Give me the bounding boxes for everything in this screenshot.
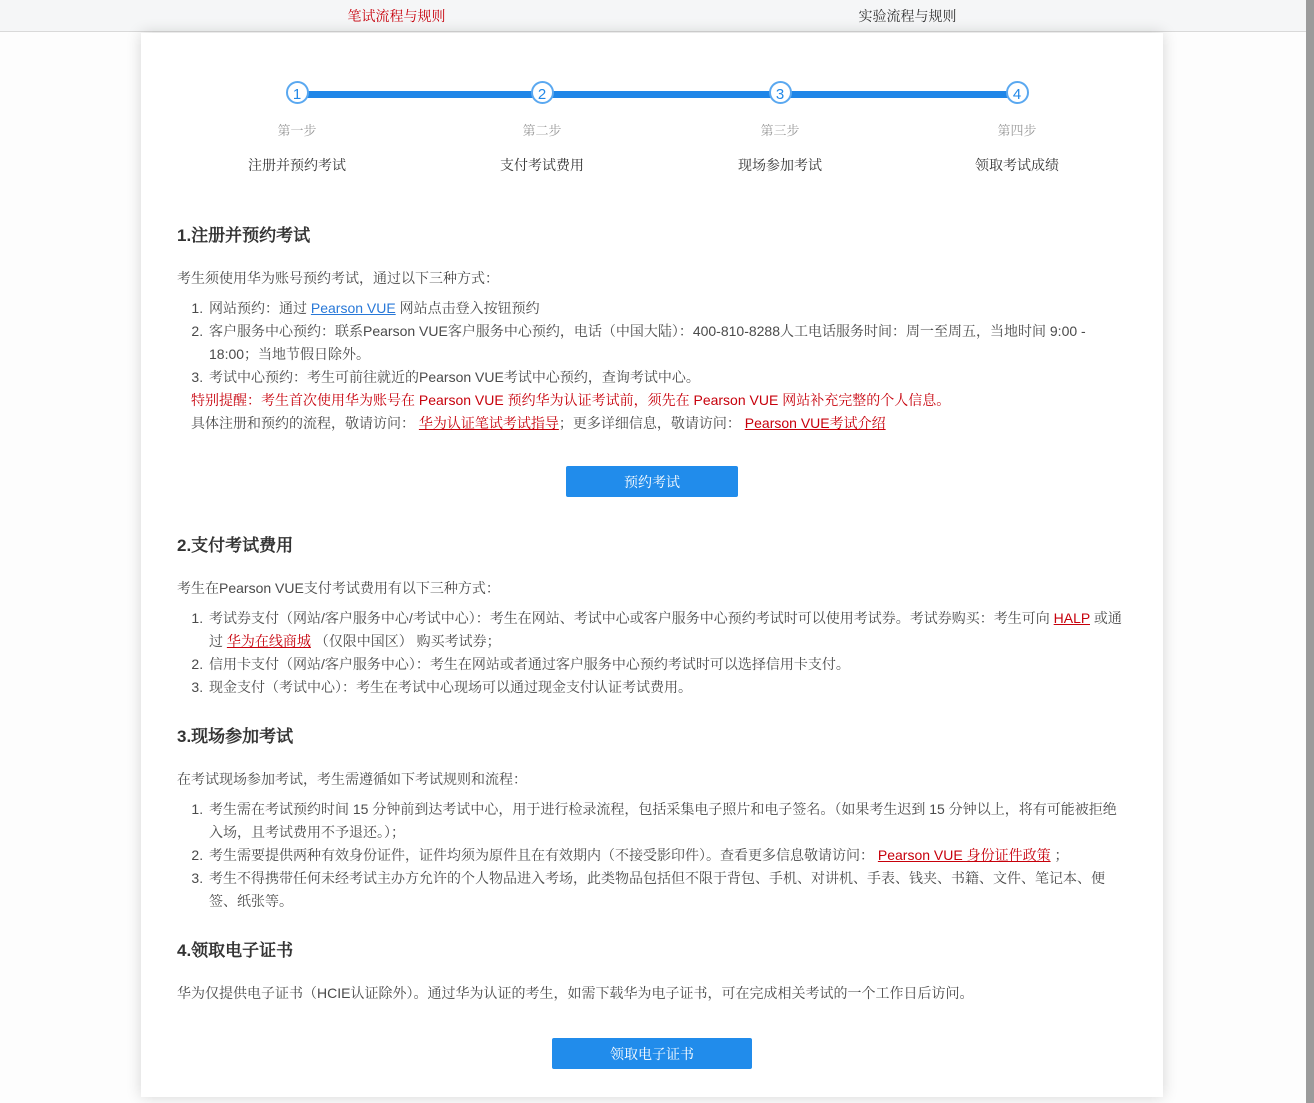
section-1-item-3: 3. 考试中心预约：考生可前往就近的Pearson VUE考试中心预约，查询考试中心。 <box>207 366 1127 389</box>
item-text: 考试券支付（网站/客户服务中心/考试中心）：考生在网站、考试中心或客户服务中心预约考试时可以使用考试券。考试券购买：考生可向 <box>209 610 1054 626</box>
item-text: ； <box>1050 847 1069 863</box>
id-policy-link[interactable]: Pearson VUE 身份证件政策 <box>877 847 1051 863</box>
section-4-body: 华为仅提供电子证书（HCIE认证除外）。通过华为认证的考生，如需下载华为电子证书，可在完成相关考试的一个工作日后访问。 <box>177 985 974 1001</box>
section-3-intro: 在考试现场参加考试，考生需遵循如下考试规则和流程： <box>177 771 527 787</box>
book-exam-button[interactable]: 预约考试 <box>566 466 738 497</box>
step-4-label: 第四步 <box>997 123 1037 138</box>
section-1-heading: 1.注册并预约考试 <box>177 226 311 245</box>
rules-content <box>141 33 1163 1069</box>
exam-rules-tabbar <box>0 0 1314 32</box>
section-3-item-1: 1. 考生需在考试预约时间 15 分钟前到达考试中心，用于进行检录流程，包括采集电子照片和电子签名。（如果考生迟到 15 分钟以上，将有可能被拒绝入场，且考试费用不予退还。）； <box>207 798 1127 844</box>
huawei-online-store-link[interactable]: 华为在线商城 <box>226 633 311 649</box>
get-e-certificate-button[interactable]: 领取电子证书 <box>552 1038 752 1069</box>
item-text: 网站预约：通过 <box>209 300 311 316</box>
step-4-circle: 4 <box>1006 81 1029 104</box>
item-text: 考生需要提供两种有效身份证件，证件均须为原件且在有效期内（不接受影印件）。查看更多信息敬请访问： <box>209 847 878 863</box>
written-exam-guide-link[interactable]: 华为认证笔试考试指导 <box>418 415 559 431</box>
step-2-title: 支付考试费用 <box>500 157 584 173</box>
guide-text: 具体注册和预约的流程，敬请访问： <box>191 415 419 431</box>
pearson-vue-link[interactable]: Pearson VUE <box>310 300 396 316</box>
section-3-heading: 3.现场参加考试 <box>177 727 294 746</box>
step-2-circle: 2 <box>531 81 554 104</box>
section-1-item-2: 2. 客户服务中心预约：联系Pearson VUE客户服务中心预约，电话（中国大陆）：400-810-8288人工电话服务时间：周一至周五，当地时间 9:00 - 18:00；当地节假日除外。 <box>207 320 1127 366</box>
section-2-heading: 2.支付考试费用 <box>177 536 294 555</box>
step-1-label: 第一步 <box>277 123 317 138</box>
tabbar-inner <box>141 0 1163 31</box>
section-2-item-2: 2. 信用卡支付（网站/客户服务中心）：考生在网站或者通过客户服务中心预约考试时可以选择信用卡支付。 <box>207 653 1127 676</box>
step-3-label: 第三步 <box>760 123 800 138</box>
section-2-item-3: 3. 现金支付（考试中心）：考生在考试中心现场可以通过现金支付认证考试费用。 <box>207 676 1127 699</box>
tab-written-exam-rules[interactable]: 笔试流程与规则 <box>347 7 446 24</box>
tab-lab-exam-rules[interactable]: 实验流程与规则 <box>858 7 957 24</box>
item-text: 或通过 <box>209 610 1122 649</box>
step-2-label: 第二步 <box>522 123 562 138</box>
step-1-circle: 1 <box>286 81 309 104</box>
section-4-heading: 4.领取电子证书 <box>177 941 294 960</box>
step-4-title: 领取考试成绩 <box>975 157 1059 173</box>
step-3-title: 现场参加考试 <box>738 157 822 173</box>
section-1-item-1 <box>207 297 1127 320</box>
section-3-item-3: 3. 考生不得携带任何未经考试主办方允许的个人物品进入考场，此类物品包括但不限于背包、手机、对讲机、手表、钱夹、书籍、文件、笔记本、便签、纸张等。 <box>207 867 1127 913</box>
item-text: （仅限中国区） 购买考试券； <box>310 633 501 649</box>
section-1-intro: 考生须使用华为账号预约考试，通过以下三种方式： <box>177 270 499 286</box>
special-reminder-text: 特别提醒：考生首次使用华为账号在 Pearson VUE 预约华为认证考试前，须先在 Pearson VUE 网站补充完整的个人信息。 <box>191 392 951 408</box>
halp-link[interactable]: HALP <box>1053 610 1090 626</box>
section-1-list <box>177 297 1127 389</box>
item-text: 网站点击登入按钮预约 <box>395 300 540 316</box>
registration-guide-line <box>191 412 1127 435</box>
pearson-vue-intro-link[interactable]: Pearson VUE考试介绍 <box>744 415 886 431</box>
step-1-title: 注册并预约考试 <box>248 157 346 173</box>
section-3-item-2 <box>207 844 1127 867</box>
section-2-list <box>177 607 1127 699</box>
guide-text: ；更多详细信息，敬请访问： <box>558 415 745 431</box>
content-card <box>141 33 1163 1097</box>
step-3-circle: 3 <box>769 81 792 104</box>
section-3-list <box>177 798 1127 913</box>
section-2-item-1 <box>207 607 1127 653</box>
section-2-intro: 考生在Pearson VUE支付考试费用有以下三种方式： <box>177 580 500 596</box>
vertical-scrollbar[interactable] <box>1306 0 1314 1103</box>
